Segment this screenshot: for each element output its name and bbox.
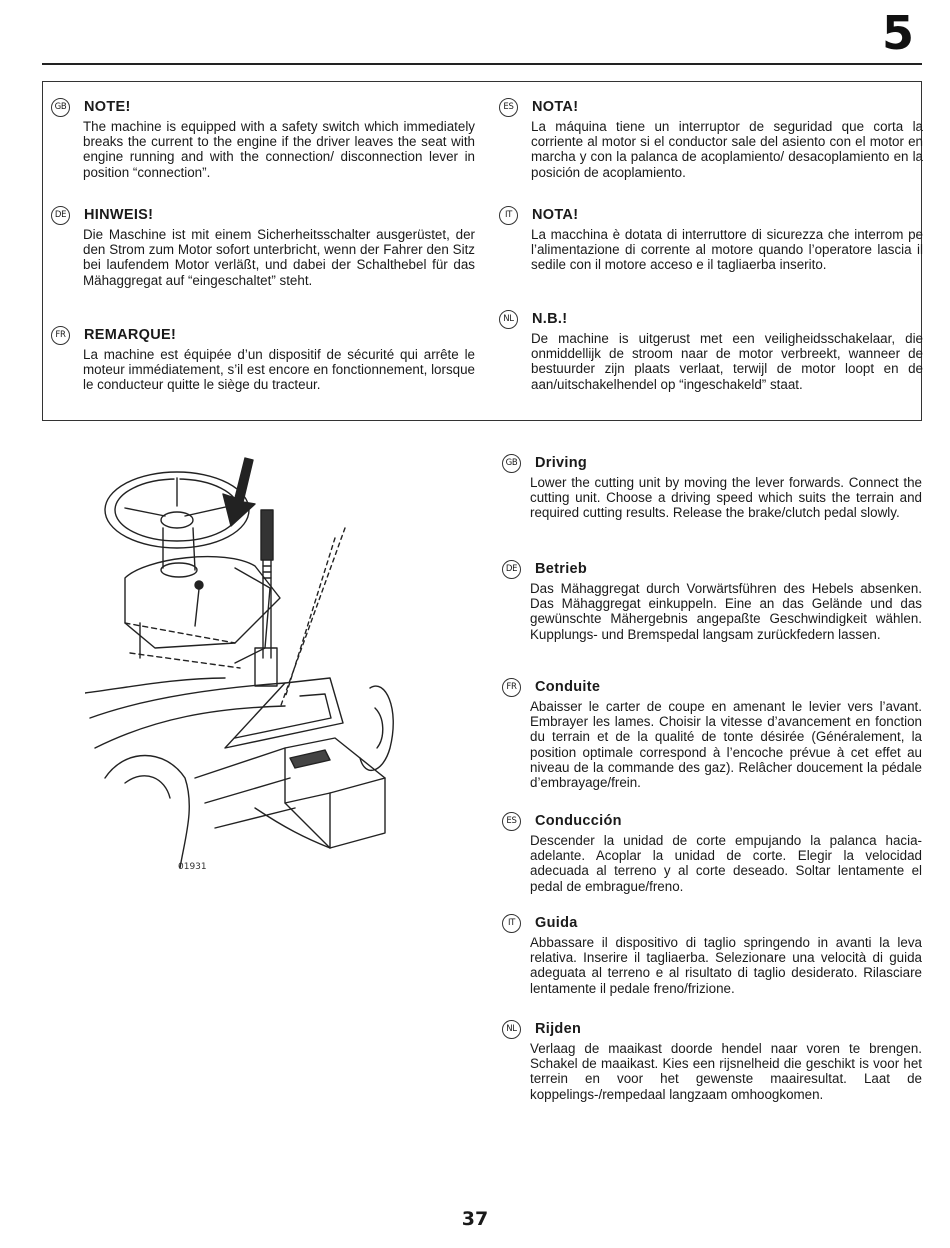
tractor-lever-illustration [85, 448, 420, 883]
section-text: Das Mähaggregat durch Vorwärtsführen des Hebels absenken. Das Mähaggregat einkuppeln. Eine an das Gelände und das gewünschte Mähergebnis angepaßte Geschwindigkeit wählen. Kupplungs- und Bremspedal langsam zurückfedern lassen. [530, 581, 922, 642]
section-title: Driving [535, 455, 588, 471]
language-badge-icon: FR [51, 326, 70, 345]
section-it [507, 912, 922, 996]
section-es [506, 810, 922, 894]
header-rule [42, 63, 922, 65]
note-title: NOTA! [532, 99, 579, 115]
language-badge-icon: GB [51, 98, 70, 117]
note-nl [503, 308, 923, 392]
language-badge-icon: ES [502, 812, 521, 831]
note-title: NOTE! [84, 99, 131, 115]
note-fr [55, 324, 475, 393]
chapter-number: 5 [881, 6, 914, 60]
note-title: N.B.! [532, 311, 568, 327]
section-text: Lower the cutting unit by moving the lever forwards. Connect the cutting unit. Choose a driving speed which suits the terrain and required cutting results. Release the brake/clutch pedal slowly. [530, 475, 922, 521]
note-text: De machine is uitgerust met een veiligheidsschakelaar, die onmiddellijk de stroom naar de motor verbreekt, wanneer de bestuurder zijn plaats verlaat, terwijl de motor loopt en de aan/uitschakelhendel op “ingeschakeld” staat. [531, 331, 923, 392]
note-de [54, 204, 475, 288]
section-fr [506, 676, 922, 791]
language-badge-icon: DE [51, 206, 70, 225]
language-badge-icon: FR [502, 678, 521, 697]
section-title: Conduite [535, 679, 601, 695]
note-text: La machine est équipée d’un dispositif de sécurité qui arrête le moteur immédiatement, s’il est encore en fonctionnement, lorsque le conducteur quitte le siège du tracteur. [83, 347, 475, 393]
section-title: Guida [535, 915, 578, 931]
figure-label: 01931 [178, 862, 207, 872]
note-text: The machine is equipped with a safety switch which immediately breaks the current to the engine if the driver leaves the seat with engine running and with the connection/ disconnection lever in position “connection”. [83, 119, 475, 180]
language-badge-icon: NL [499, 310, 518, 329]
language-badge-icon: IT [499, 206, 518, 225]
note-text: La macchina è dotata di interruttore di sicurezza che interrom pe l’alimentazione di corrente al motore quando l’operatore lascia il sedile con il motore acceso e il tagliaerba inserito. [531, 227, 923, 273]
note-title: REMARQUE! [84, 327, 177, 343]
note-title: NOTA! [532, 207, 579, 223]
language-badge-icon: NL [502, 1020, 521, 1039]
language-badge-icon: DE [502, 560, 521, 579]
section-text: Abbassare il dispositivo di taglio springendo in avanti la leva relativa. Inserire il tagliaerba. Selezionare una velocità di guida adeguata al terreno e al risultato di taglio desiderato. Rilasciare lentamente il pedale freno/frizione. [530, 935, 922, 996]
page-number: 37 [461, 1208, 489, 1230]
section-nl [506, 1018, 922, 1102]
language-badge-icon: IT [502, 914, 521, 933]
note-title: HINWEIS! [84, 207, 154, 223]
section-title: Betrieb [535, 561, 588, 577]
note-it [504, 204, 923, 273]
language-badge-icon: ES [499, 98, 518, 117]
note-text: La máquina tiene un interruptor de seguridad que corta la corriente al motor si el conductor sale del asiento con el motor en marcha y con la palanca de acoplamiento/ desacoplamiento en la posición de acoplamiento. [531, 119, 923, 180]
section-text: Abaisser le carter de coupe en amenant le levier vers l’avant. Embrayer les lames. Choisir la vitesse d’avancement en fonction du terrain et de la qualité de tonte désirée (Généralement, la position optimale correspond à l’encoche prévue à cet effet au niveau de la commande des gaz). Relâcher doucement la pédale d’embrayage/frein. [530, 699, 922, 791]
section-gb [505, 452, 922, 521]
note-text: Die Maschine ist mit einem Sicherheitsschalter ausgerüstet, der den Strom zum Motor sofort unterbricht, wenn der Fahrer den Sitz bei laufendem Motor verläßt, und dabei der Schalthebel für das Mähaggregat auf “eingeschaltet” steht. [83, 227, 475, 288]
note-es [503, 96, 923, 180]
section-title: Rijden [535, 1021, 582, 1037]
section-de [505, 558, 922, 642]
indicator-dot-icon [195, 581, 203, 589]
section-text: Verlaag de maaikast doorde hendel naar voren te brengen. Schakel de maaikast. Kies een rijsnelheid die geschikt is voor het terrein en voor het gewenste maairesultat. Laat de koppelings-/rempedaal langzaam omhoogkomen. [530, 1041, 922, 1102]
section-text: Descender la unidad de corte empujando la palanca hacia-adelante. Acoplar la unidad de corte. Elegir la velocidad adecuada al terreno y al corte deseado. Soltar lentamente el pedal de embrague/freno. [530, 833, 922, 894]
safety-note-box [42, 81, 922, 421]
section-title: Conducción [535, 813, 622, 829]
language-badge-icon: GB [502, 454, 521, 473]
note-gb [54, 96, 475, 180]
